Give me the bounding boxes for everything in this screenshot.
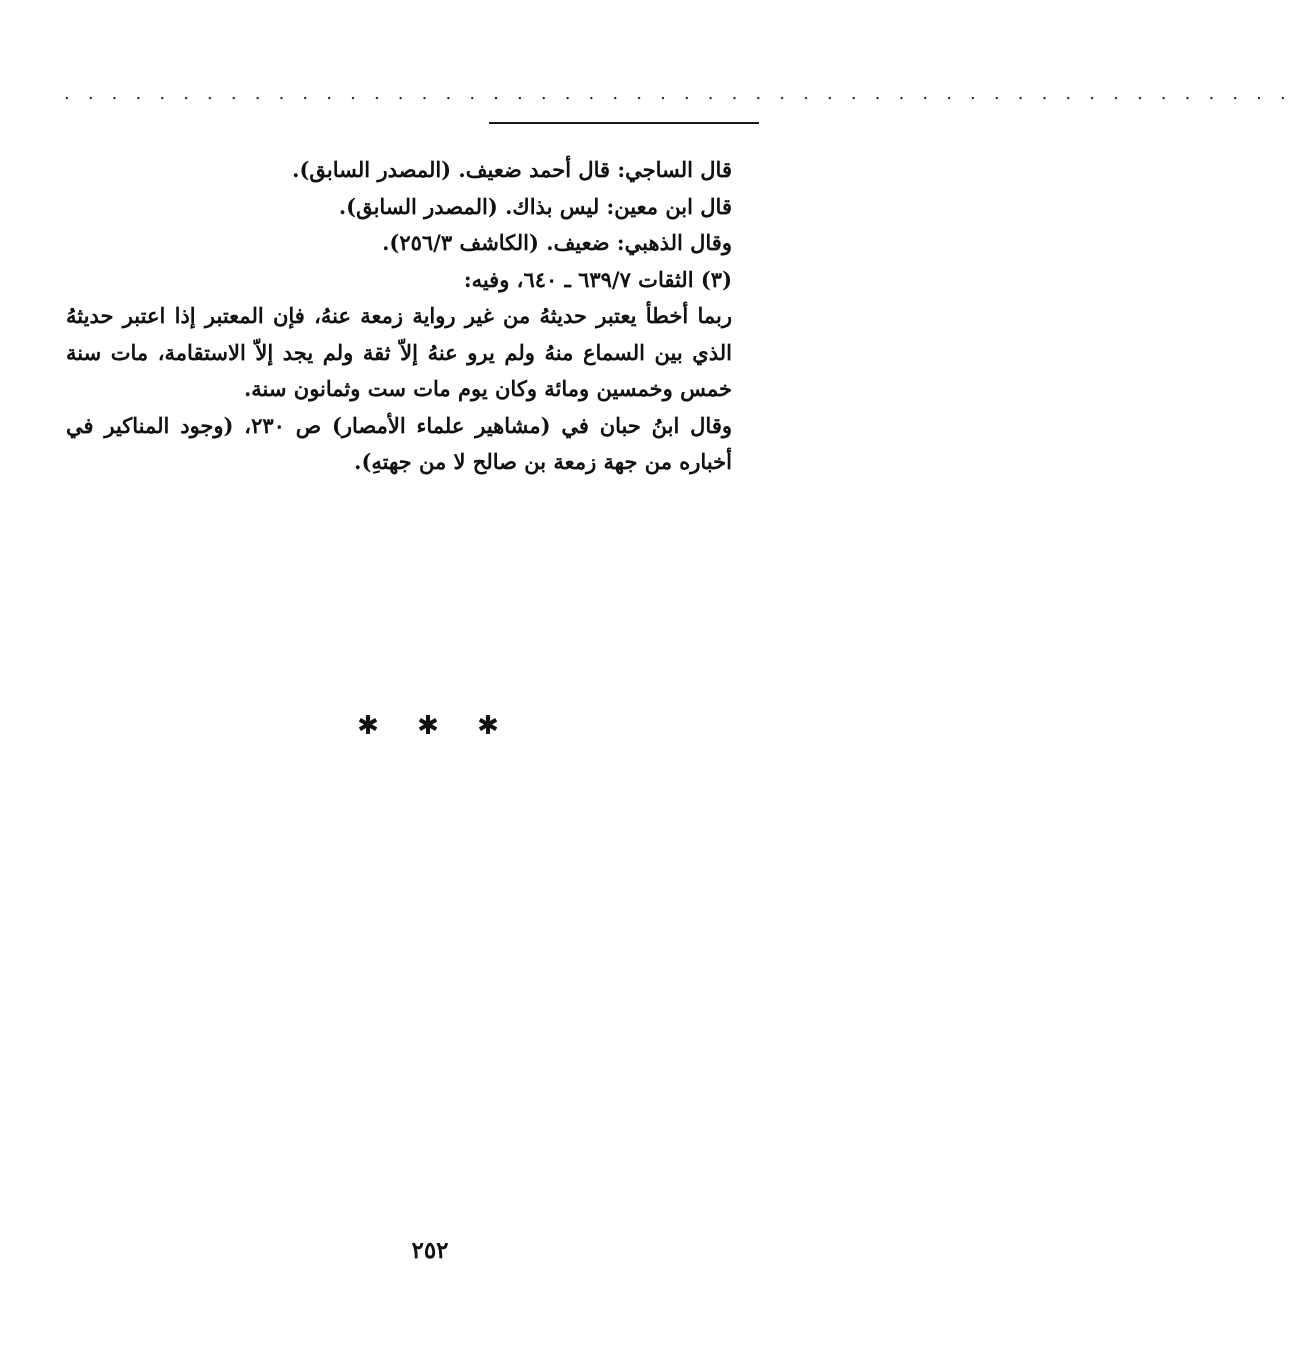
footnote-line-saji: قال الساجي: قال أحمد ضعيف. (المصدر السابق).	[292, 157, 732, 182]
section-separator	[348, 706, 508, 746]
footnotes-block	[66, 152, 760, 481]
page-number: ٢٥٢	[411, 1237, 449, 1264]
star-icon: ✱	[357, 711, 379, 741]
footnote-ibn-hibban: وقال ابنُ حبان في (مشاهير علماء الأمصار) ص ٢٣٠، (وجود المناكير في أخباره من جهة زمعة بن صالح لا من جهتهِ).	[66, 412, 733, 474]
footnote-rule	[489, 122, 759, 124]
footnote-line-dhahabi: وقال الذهبي: ضعيف. (الكاشف ٢٥٦/٣).	[382, 230, 732, 255]
star-icon: ✱	[477, 711, 499, 741]
star-icon: ✱	[417, 711, 439, 741]
dotted-separator: . . . . . . . . . . . . . . . . . . . . . . . . . . . . . . . . . . . . . . . . . . . . . . . . . . . .	[64, 83, 1292, 104]
footnote-3-quote: ربما أخطأ يعتبر حديثهُ من غير رواية زمعة عنهُ، فإن المعتبر إذا اعتبر حديثهُ الذي بين السماع منهُ ولم يرو عنهُ إلاّ ثقة ولم يجد إلاّ الاستقامة، مات سنة خمس وخمسين ومائة وكان يوم مات ست وثمانون سنة.	[66, 303, 732, 401]
footnote-3-heading: (٣) الثقات ٦٣٩/٧ ـ ٦٤٠، وفيه:	[463, 266, 732, 292]
footnote-line-ibn-maeen: قال ابن معين: ليس بذاك. (المصدر السابق).	[338, 193, 732, 219]
